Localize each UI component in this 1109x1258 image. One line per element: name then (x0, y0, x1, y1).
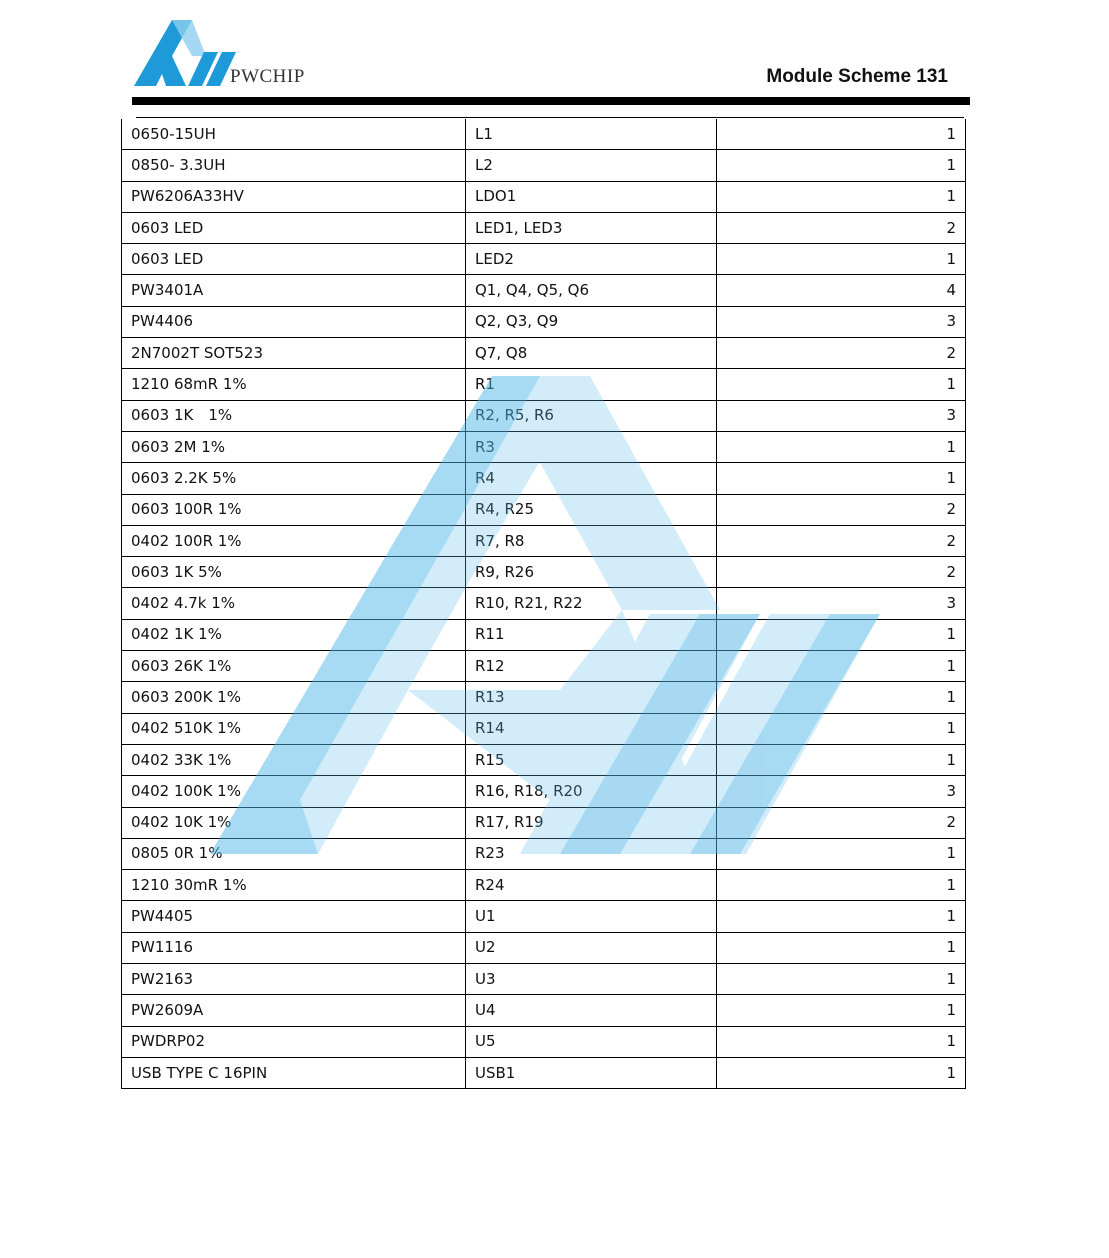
part-cell: 1210 68mR 1% (122, 369, 466, 400)
table-row (122, 181, 966, 212)
designator-cell: Q1, Q4, Q5, Q6 (466, 275, 717, 306)
part-cell: 0603 1K 1% (122, 400, 466, 431)
table-row (122, 1026, 966, 1057)
table-row (122, 275, 966, 306)
quantity-cell: 1 (717, 744, 966, 775)
table-row (122, 995, 966, 1026)
designator-cell: R3 (466, 431, 717, 462)
part-cell: 0402 33K 1% (122, 744, 466, 775)
table-row (122, 306, 966, 337)
part-cell: PW4405 (122, 901, 466, 932)
designator-cell: R24 (466, 870, 717, 901)
bom-table (121, 119, 966, 1089)
quantity-cell: 2 (717, 494, 966, 525)
table-row (122, 119, 966, 150)
part-cell: PW1116 (122, 932, 466, 963)
quantity-cell: 3 (717, 776, 966, 807)
part-cell: 0805 0R 1% (122, 838, 466, 869)
designator-cell: LED2 (466, 244, 717, 275)
table-row (122, 588, 966, 619)
quantity-cell: 1 (717, 181, 966, 212)
table-row (122, 932, 966, 963)
part-cell: 0603 LED (122, 212, 466, 243)
table-row (122, 369, 966, 400)
quantity-cell: 1 (717, 901, 966, 932)
quantity-cell: 1 (717, 1026, 966, 1057)
quantity-cell: 1 (717, 651, 966, 682)
quantity-cell: 1 (717, 682, 966, 713)
table-row (122, 494, 966, 525)
quantity-cell: 1 (717, 431, 966, 462)
designator-cell: R23 (466, 838, 717, 869)
designator-cell: USB1 (466, 1057, 717, 1088)
part-cell: 0402 100K 1% (122, 776, 466, 807)
quantity-cell: 1 (717, 150, 966, 181)
part-cell: PWDRP02 (122, 1026, 466, 1057)
table-row (122, 870, 966, 901)
designator-cell: R2, R5, R6 (466, 400, 717, 431)
table-row (122, 431, 966, 462)
part-cell: PW6206A33HV (122, 181, 466, 212)
designator-cell: R1 (466, 369, 717, 400)
quantity-cell: 3 (717, 588, 966, 619)
designator-cell: U2 (466, 932, 717, 963)
quantity-cell: 1 (717, 964, 966, 995)
table-row (122, 619, 966, 650)
designator-cell: R12 (466, 651, 717, 682)
designator-cell: R10, R21, R22 (466, 588, 717, 619)
document-title: Module Scheme 131 (766, 66, 948, 87)
part-cell: 0402 510K 1% (122, 713, 466, 744)
logo-text: PWCHIP (230, 66, 305, 87)
table-row (122, 525, 966, 556)
header-rule-thick (132, 97, 970, 105)
part-cell: 0603 1K 5% (122, 557, 466, 588)
designator-cell: Q2, Q3, Q9 (466, 306, 717, 337)
table-row (122, 776, 966, 807)
quantity-cell: 1 (717, 463, 966, 494)
part-cell: PW4406 (122, 306, 466, 337)
designator-cell: R13 (466, 682, 717, 713)
quantity-cell: 2 (717, 807, 966, 838)
designator-cell: R17, R19 (466, 807, 717, 838)
table-row (122, 1057, 966, 1088)
part-cell: 0603 2M 1% (122, 431, 466, 462)
part-cell: PW3401A (122, 275, 466, 306)
designator-cell: R14 (466, 713, 717, 744)
part-cell: 0603 100R 1% (122, 494, 466, 525)
table-row (122, 964, 966, 995)
part-cell: 0603 200K 1% (122, 682, 466, 713)
part-cell: 0603 2.2K 5% (122, 463, 466, 494)
part-cell: 0402 1K 1% (122, 619, 466, 650)
quantity-cell: 1 (717, 995, 966, 1026)
designator-cell: L2 (466, 150, 717, 181)
quantity-cell: 2 (717, 525, 966, 556)
table-row (122, 244, 966, 275)
part-cell: 0402 4.7k 1% (122, 588, 466, 619)
designator-cell: R4, R25 (466, 494, 717, 525)
designator-cell: U5 (466, 1026, 717, 1057)
quantity-cell: 2 (717, 338, 966, 369)
table-row (122, 713, 966, 744)
part-cell: 0650-15UH (122, 119, 466, 150)
quantity-cell: 3 (717, 400, 966, 431)
quantity-cell: 2 (717, 557, 966, 588)
designator-cell: R9, R26 (466, 557, 717, 588)
designator-cell: Q7, Q8 (466, 338, 717, 369)
designator-cell: U3 (466, 964, 717, 995)
designator-cell: R16, R18, R20 (466, 776, 717, 807)
designator-cell: U4 (466, 995, 717, 1026)
quantity-cell: 1 (717, 838, 966, 869)
page-header (0, 0, 1109, 110)
table-row (122, 150, 966, 181)
quantity-cell: 1 (717, 932, 966, 963)
part-cell: 0603 LED (122, 244, 466, 275)
part-cell: 1210 30mR 1% (122, 870, 466, 901)
quantity-cell: 1 (717, 713, 966, 744)
part-cell: USB TYPE C 16PIN (122, 1057, 466, 1088)
designator-cell: U1 (466, 901, 717, 932)
table-row (122, 901, 966, 932)
bom-table-body (122, 119, 966, 1089)
table-row (122, 651, 966, 682)
quantity-cell: 4 (717, 275, 966, 306)
quantity-cell: 3 (717, 306, 966, 337)
table-row (122, 807, 966, 838)
header-rule-thin (136, 117, 964, 118)
table-row (122, 838, 966, 869)
designator-cell: R4 (466, 463, 717, 494)
part-cell: 0402 100R 1% (122, 525, 466, 556)
part-cell: 0850- 3.3UH (122, 150, 466, 181)
quantity-cell: 2 (717, 212, 966, 243)
table-row (122, 557, 966, 588)
quantity-cell: 1 (717, 119, 966, 150)
table-row (122, 744, 966, 775)
part-cell: 2N7002T SOT523 (122, 338, 466, 369)
quantity-cell: 1 (717, 244, 966, 275)
designator-cell: LED1, LED3 (466, 212, 717, 243)
designator-cell: LDO1 (466, 181, 717, 212)
designator-cell: R7, R8 (466, 525, 717, 556)
quantity-cell: 1 (717, 870, 966, 901)
designator-cell: R11 (466, 619, 717, 650)
designator-cell: L1 (466, 119, 717, 150)
part-cell: PW2163 (122, 964, 466, 995)
quantity-cell: 1 (717, 1057, 966, 1088)
part-cell: 0603 26K 1% (122, 651, 466, 682)
quantity-cell: 1 (717, 369, 966, 400)
table-row (122, 463, 966, 494)
part-cell: 0402 10K 1% (122, 807, 466, 838)
table-row (122, 400, 966, 431)
designator-cell: R15 (466, 744, 717, 775)
part-cell: PW2609A (122, 995, 466, 1026)
table-row (122, 338, 966, 369)
table-row (122, 212, 966, 243)
quantity-cell: 1 (717, 619, 966, 650)
table-row (122, 682, 966, 713)
